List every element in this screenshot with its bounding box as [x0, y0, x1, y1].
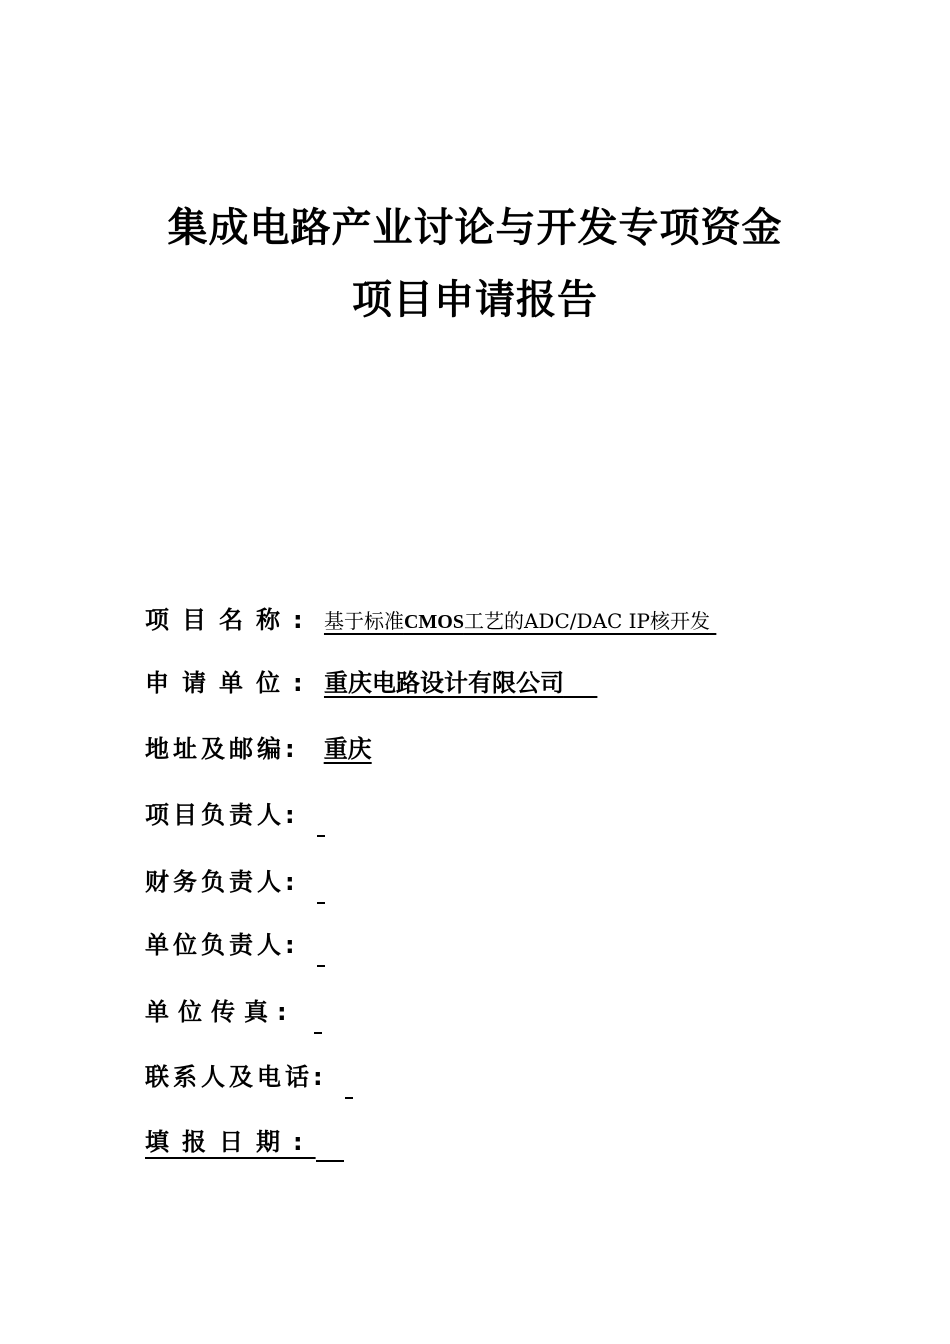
unit-lead-label: 单位负责人:: [145, 931, 299, 959]
address-label: 地址及邮编:: [145, 735, 299, 763]
date-label: 填报日期:: [145, 1128, 316, 1156]
field-date: [145, 1122, 344, 1162]
address-value: 重庆: [323, 735, 372, 763]
contact-blank: [345, 1096, 353, 1099]
project-name-value: 基于标准CMOS工艺的ADC/DAC IP核开发: [323, 609, 710, 633]
applicant-value: 重庆电路设计有限公司: [323, 669, 564, 697]
project-name-label: 项目名称:: [145, 606, 316, 634]
field-address: [145, 729, 372, 769]
fax-label: 单位传真:: [145, 998, 296, 1026]
unit-lead-blank: [317, 964, 325, 967]
date-blank: [316, 1159, 344, 1162]
project-lead-label: 项目负责人:: [145, 801, 299, 829]
field-project-name: [145, 600, 716, 640]
field-finance-lead: [145, 862, 325, 902]
applicant-label: 申请单位:: [145, 669, 316, 697]
document-title-line-2: 项目申请报告: [352, 277, 598, 323]
finance-lead-label: 财务负责人:: [145, 868, 299, 896]
contact-label: 联系人及电话:: [145, 1063, 327, 1091]
fax-blank: [314, 1031, 322, 1034]
document-title-line-1: 集成电路产业讨论与开发专项资金: [167, 205, 783, 251]
field-unit-lead: [145, 925, 325, 965]
field-contact: [145, 1057, 353, 1097]
field-project-lead: [145, 795, 325, 835]
field-applicant: [145, 663, 597, 703]
finance-lead-blank: [317, 901, 325, 904]
project-lead-blank: [317, 834, 325, 837]
field-fax: [145, 992, 322, 1032]
